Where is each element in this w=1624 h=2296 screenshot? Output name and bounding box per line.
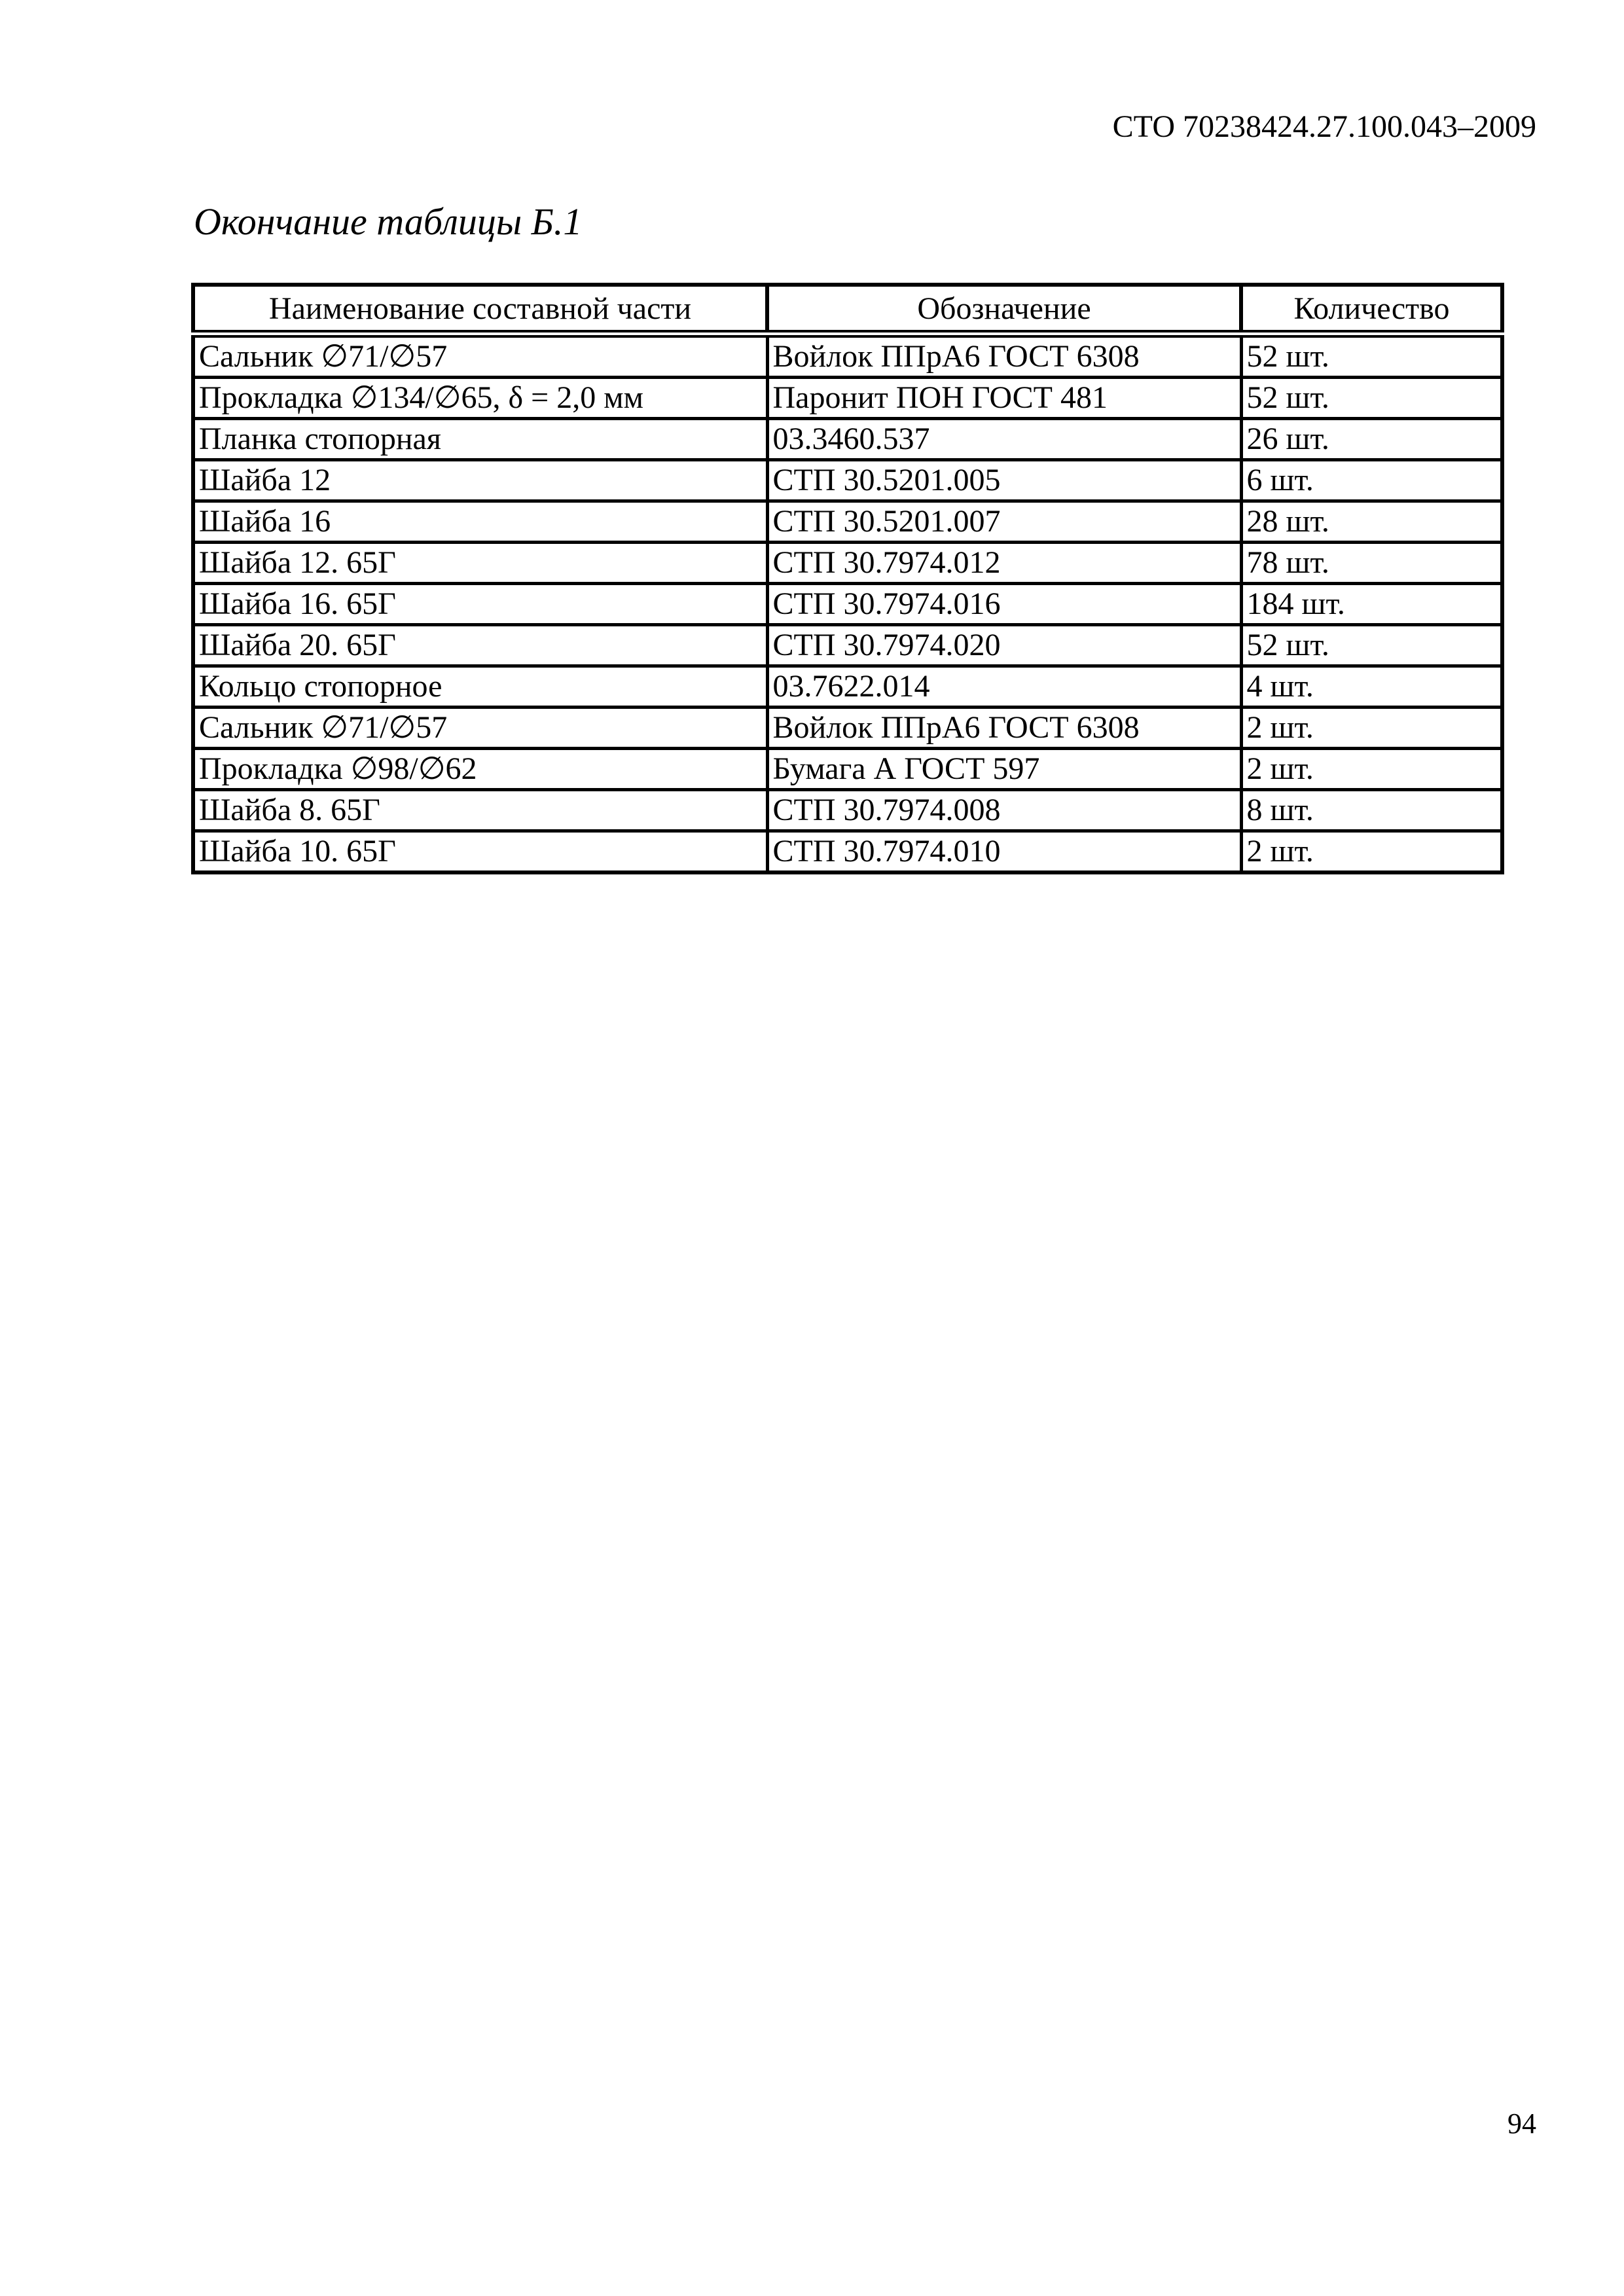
cell-designation: СТП 30.7974.020: [767, 625, 1241, 666]
table-header-row: [193, 285, 1502, 334]
cell-designation: СТП 30.7974.012: [767, 543, 1241, 584]
table-row: [193, 584, 1502, 625]
cell-designation: Войлок ППрА6 ГОСТ 6308: [767, 708, 1241, 749]
table-caption: Окончание таблицы Б.1: [194, 200, 583, 243]
cell-name: Шайба 16. 65Г: [193, 584, 767, 625]
cell-quantity: 2 шт.: [1241, 708, 1502, 749]
parts-table: [191, 283, 1504, 874]
cell-name: Кольцо стопорное: [193, 666, 767, 708]
cell-name: Шайба 12: [193, 460, 767, 501]
cell-quantity: 52 шт.: [1241, 625, 1502, 666]
table-row: [193, 831, 1502, 873]
table-row: [193, 708, 1502, 749]
column-header-name: Наименование составной части: [193, 285, 767, 334]
cell-quantity: 26 шт.: [1241, 419, 1502, 460]
cell-quantity: 184 шт.: [1241, 584, 1502, 625]
cell-designation: Паронит ПОН ГОСТ 481: [767, 378, 1241, 419]
cell-quantity: 4 шт.: [1241, 666, 1502, 708]
table-row: [193, 790, 1502, 831]
cell-designation: СТП 30.7974.008: [767, 790, 1241, 831]
table-row: [193, 460, 1502, 501]
cell-designation: СТП 30.5201.005: [767, 460, 1241, 501]
table-row: [193, 501, 1502, 543]
cell-designation: СТП 30.5201.007: [767, 501, 1241, 543]
table-row: [193, 334, 1502, 378]
column-header-designation: Обозначение: [767, 285, 1241, 334]
cell-name: Сальник ∅71/∅57: [193, 708, 767, 749]
table-row: [193, 625, 1502, 666]
cell-name: Планка стопорная: [193, 419, 767, 460]
cell-designation: 03.7622.014: [767, 666, 1241, 708]
cell-name: Сальник ∅71/∅57: [193, 334, 767, 378]
cell-designation: Войлок ППрА6 ГОСТ 6308: [767, 334, 1241, 378]
cell-name: Шайба 20. 65Г: [193, 625, 767, 666]
cell-designation: Бумага А ГОСТ 597: [767, 749, 1241, 790]
cell-name: Шайба 16: [193, 501, 767, 543]
cell-name: Прокладка ∅98/∅62: [193, 749, 767, 790]
table-row: [193, 749, 1502, 790]
table-row: [193, 419, 1502, 460]
cell-designation: СТП 30.7974.010: [767, 831, 1241, 873]
table-row: [193, 666, 1502, 708]
table-row: [193, 378, 1502, 419]
document-code: СТО 70238424.27.100.043–2009: [1112, 109, 1536, 144]
cell-name: Прокладка ∅134/∅65, δ = 2,0 мм: [193, 378, 767, 419]
cell-designation: 03.3460.537: [767, 419, 1241, 460]
cell-designation: СТП 30.7974.016: [767, 584, 1241, 625]
cell-name: Шайба 10. 65Г: [193, 831, 767, 873]
cell-quantity: 2 шт.: [1241, 831, 1502, 873]
page-number: 94: [1507, 2108, 1536, 2140]
cell-quantity: 52 шт.: [1241, 334, 1502, 378]
cell-name: Шайба 8. 65Г: [193, 790, 767, 831]
cell-quantity: 78 шт.: [1241, 543, 1502, 584]
cell-quantity: 8 шт.: [1241, 790, 1502, 831]
cell-quantity: 52 шт.: [1241, 378, 1502, 419]
table-row: [193, 543, 1502, 584]
cell-quantity: 6 шт.: [1241, 460, 1502, 501]
column-header-quantity: Количество: [1241, 285, 1502, 334]
cell-quantity: 28 шт.: [1241, 501, 1502, 543]
cell-name: Шайба 12. 65Г: [193, 543, 767, 584]
cell-quantity: 2 шт.: [1241, 749, 1502, 790]
